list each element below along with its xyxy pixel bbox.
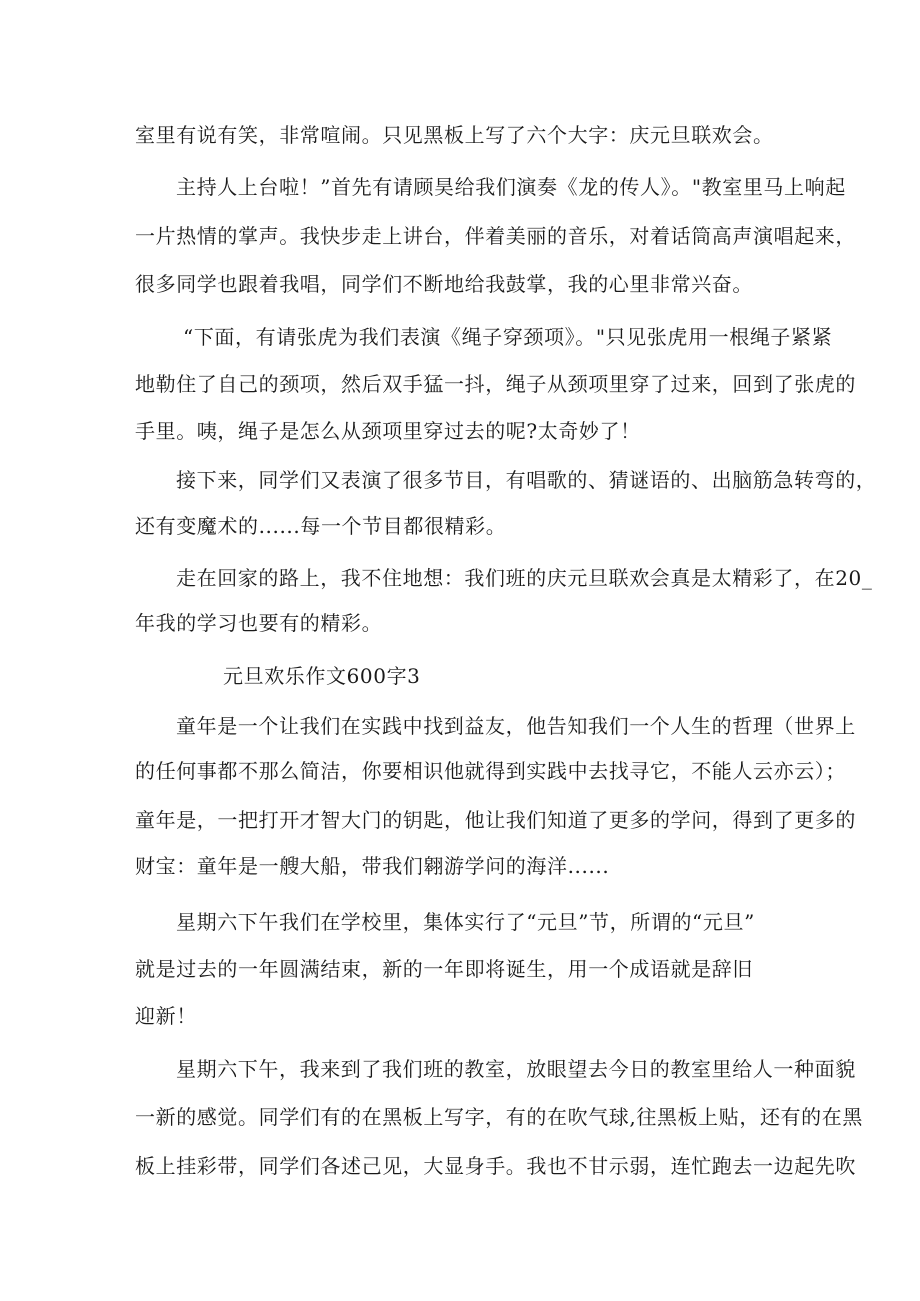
text-line: “下面，有请张虎为我们表演《绳子穿颈项》。"只见张虎用一根绳子紧紧 [183,325,833,349]
text-line: 年我的学习也要有的精彩。 [135,611,383,635]
text-line: 手里。咦，绳子是怎么从颈项里穿过去的呢?太奇妙了！ [135,419,641,443]
text-line: 童年是，一把打开才智大门的钥匙，他让我们知道了更多的学问，得到了更多的 [135,808,856,832]
text-line: 星期六下午我们在学校里，集体实行了“元旦”节，所谓的“元旦” [176,910,755,934]
text-line: 一新的感觉。同学们有的在黑板上写字，有的在吹气球,往黑板上贴，还有的在黑 [135,1105,863,1129]
text-line: 童年是一个让我们在实践中找到益友，他告知我们一个人生的哲理（世界上 [176,714,856,738]
text-line: 很多同学也跟着我唱，同学们不断地给我鼓掌，我的心里非常兴奋。 [135,272,753,296]
text-line: 财宝：童年是一艘大船，带我们翱游学问的海洋...... [135,854,610,878]
text-line: 主持人上台啦！”首先有请顾昊给我们演奏《龙的传人》。"教室里马上响起 [176,175,846,199]
text-line: 接下来，同学们又表演了很多节目，有唱歌的、猜谜语的、出脑筋急转弯的， [176,468,877,492]
text-line: 板上挂彩带，同学们各述己见，大显身手。我也不甘示弱，连忙跑去一边起先吹 [135,1154,856,1178]
text-line: 地勒住了自己的颈项，然后双手猛一抖，绳子从颈项里穿了过来，回到了张虎的 [135,372,856,396]
section-heading: 元旦欢乐作文600字3 [223,664,421,688]
text-line: 室里有说有笑，非常喧闹。只见黑板上写了六个大字：庆元旦联欢会。 [135,123,774,147]
text-line: 星期六下午，我来到了我们班的教室，放眼望去今日的教室里给人一种面貌 [176,1057,856,1081]
text-line: 一片热情的掌声。我快步走上讲台，伴着美丽的音乐，对着话筒高声演唱起来， [135,224,856,248]
text-line: 还有变魔术的......每一个节目都很精彩。 [135,514,507,538]
text-line: 就是过去的一年圆满结束，新的一年即将诞生，用一个成语就是辞旧 [135,957,753,981]
text-line: 走在回家的路上，我不住地想：我们班的庆元旦联欢会真是太精彩了，在20_ [176,566,873,590]
text-line: 的任何事都不那么简洁，你要相识他就得到实践中去找寻它，不能人云亦云）； [135,759,846,783]
text-line: 迎新！ [135,1004,197,1028]
